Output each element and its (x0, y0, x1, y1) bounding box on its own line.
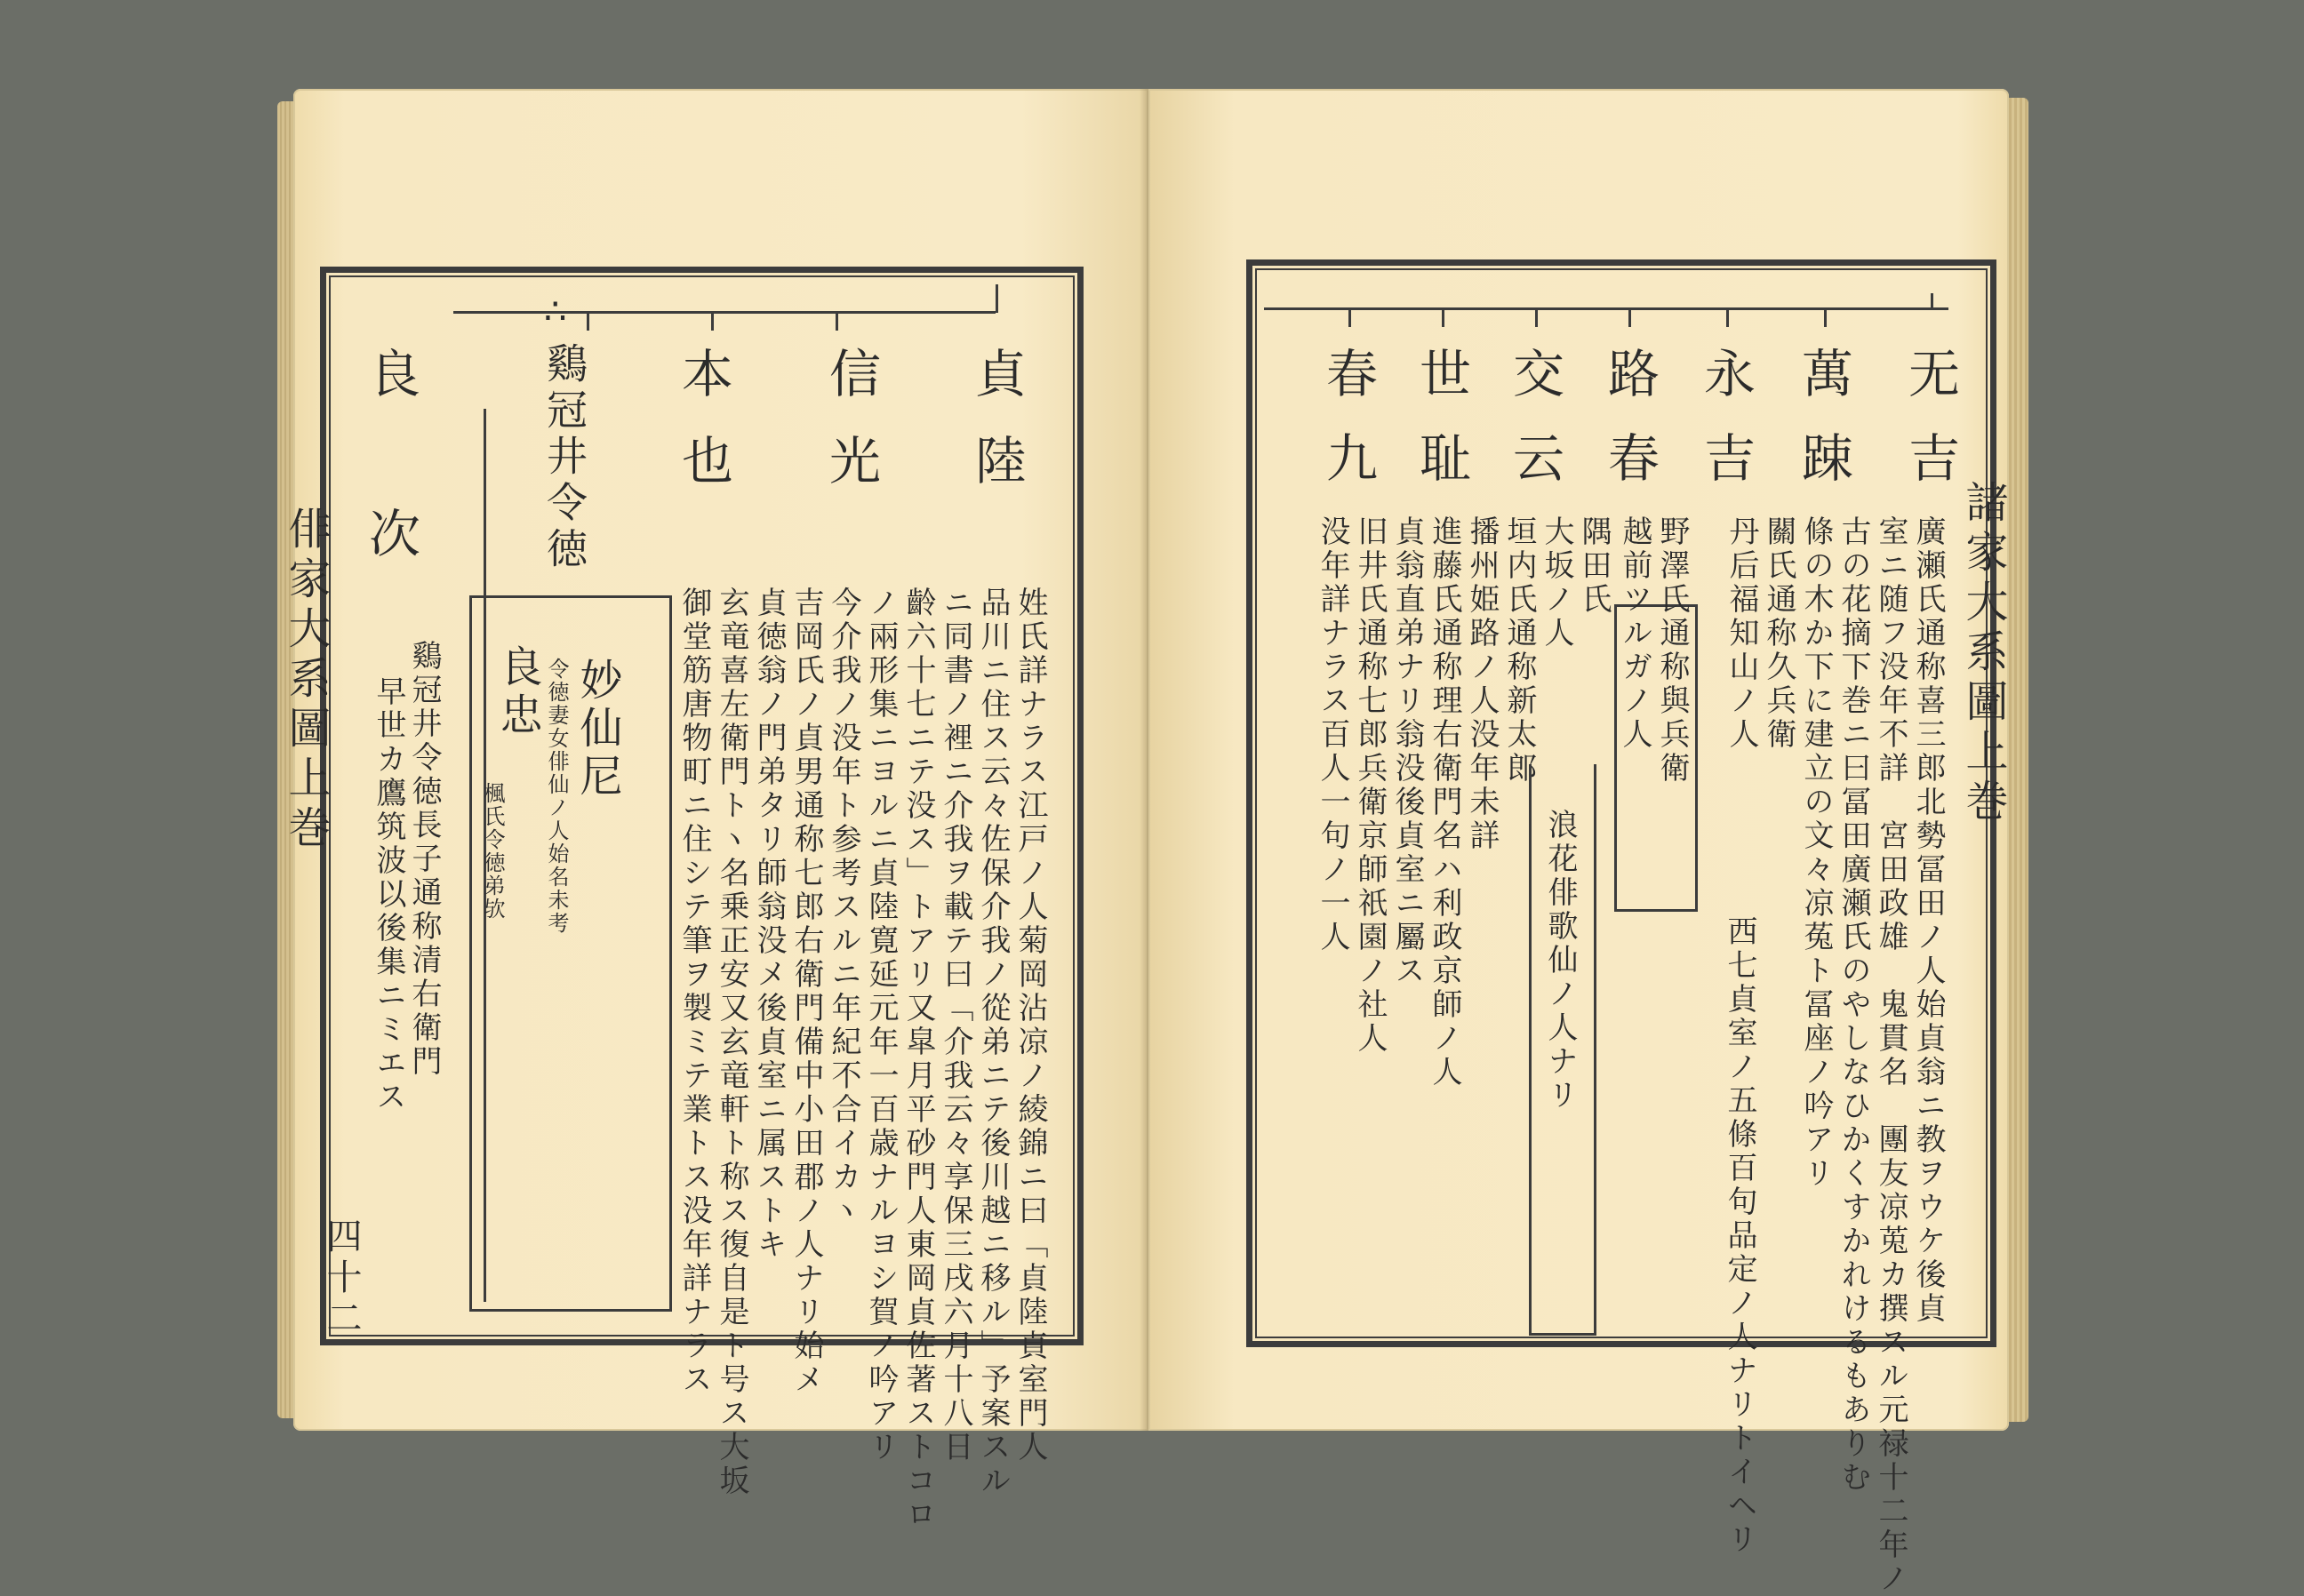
chart-name-tsugu: 次 (360, 507, 420, 592)
lineage-top-line (1264, 307, 1948, 310)
entry-column: ニ同書ノ裡ニ介我ヲ載テ曰「介我云々享保三戌六月十八日 (938, 587, 973, 1464)
lineage-stub (1726, 307, 1729, 327)
top-name: 世 (1411, 347, 1471, 432)
entry-column: ノ兩形集ニヨルニ貞陸寛延元年一百歳ナルヨシ賀ノ吟アリ (863, 587, 899, 1464)
top-name: 永 (1695, 347, 1756, 432)
entry-column: 大坂ノ人 (1539, 515, 1574, 650)
second-name: 春 (1599, 431, 1660, 516)
entry-column: 室ニ随フ没年不詳 宮田政雄 鬼貫名 團友凉莵カ撰スル元禄十二年ノ (1873, 515, 1908, 1596)
lineage-stub (1931, 293, 1933, 309)
folio-number: 四十二 (321, 1217, 362, 1340)
left-page (281, 89, 1148, 1532)
heir-entry: 早世カ鷹筑波以後集ニミエス (371, 675, 406, 1114)
lineage-stub (587, 311, 589, 331)
entry-column: 隅田氏 (1576, 515, 1612, 617)
entry-column: 古の花摘下巻ニ曰冨田廣瀬氏のやしなひかくすかれけるもありむ (1836, 515, 1871, 1495)
lineage-stub (711, 311, 714, 331)
second-name: 九 (1317, 431, 1378, 516)
entry-column: 旧井氏通称七郎兵衛京師祇園ノ社人 (1352, 515, 1388, 1056)
triple-dot-marker: ∴ (544, 291, 567, 332)
sub-note-ryochu: 楓氏令徳弟欤 (480, 782, 505, 921)
second-name: 耻 (1411, 431, 1471, 516)
lineage-top-line (453, 311, 996, 314)
top-name: 无 (1900, 347, 1960, 432)
entry-column: 垣内氏通称新太郎 (1501, 515, 1537, 786)
entry-column: 貞徳翁ノ門弟タリ師翁没メ後貞室ニ属ストキ (751, 587, 787, 1262)
page-edge-right (2009, 98, 2028, 1422)
second-name: 吉 (1900, 431, 1960, 516)
entry-column: 播州姫路ノ人没年未詳 (1464, 515, 1500, 853)
open-book (281, 89, 2009, 1596)
entry-column: 丹后福知山ノ人 (1724, 515, 1759, 752)
sub-name-myosen: 妙仙尼 (572, 658, 622, 802)
entry-column: 越前ツルガノ人 (1617, 515, 1652, 752)
entry-column: 品川ニ住ス云々佐保介我ノ從弟ニテ後川越ニ移ル」予案スル (975, 587, 1011, 1498)
entry-column: 今介我ノ没年ト参考スルニ年紀不合イカヽ (826, 587, 861, 1228)
right-margin-title: 諸家大系圖上巻 (1958, 480, 2008, 828)
entry-column: 没年詳ナラス百人一句ノ一人 (1315, 515, 1350, 954)
entry-column: 野澤氏通称與兵衛 (1654, 515, 1690, 786)
chart-name-ryo: 良 (360, 347, 420, 432)
entry-column: 關氏通称久兵衛 (1761, 515, 1796, 752)
left-margin-title: 俳家大系圖上巻 (281, 507, 331, 855)
chart-name-ko: 光 (820, 434, 881, 519)
second-name: 踈 (1793, 431, 1853, 516)
lineage-stub (836, 311, 838, 331)
entry-column: 御堂筋唐物町ニ住シテ筆ヲ製ミテ業トス没年詳ナラス (676, 587, 712, 1397)
entry-column: 貞翁直弟ナリ翁没後貞室ニ屬ス (1389, 515, 1425, 988)
second-name: 吉 (1695, 431, 1756, 516)
lineage-stub (1824, 307, 1827, 327)
entry-column: 玄竜喜左衛門トヽ名乗正安又玄竜軒ト称ス復自是ト号ス大坂 (714, 587, 749, 1498)
lineage-stub (1442, 307, 1444, 327)
top-name: 路 (1599, 347, 1660, 432)
entry-column: 條の木か下に建立の文々凉菟ト冨座ノ吟アリ (1798, 515, 1834, 1191)
lineage-stub (1348, 307, 1351, 327)
chart-name-ya: 也 (673, 434, 733, 519)
top-name: 萬 (1793, 347, 1853, 432)
heir-entry: 鷄冠井令徳長子通称清右衛門 (406, 640, 442, 1079)
lineage-stub (996, 284, 998, 313)
entry-column: 姓氏詳ナラス江戸ノ人菊岡沾凉ノ綾錦ニ曰「貞陸貞室門人 (1012, 587, 1048, 1464)
chart-name-shin: 信 (820, 347, 881, 432)
sub-note-myosen: 令徳妻女俳仙ノ人始名未考 (544, 658, 569, 935)
entry-column: 齡六十七ニテ没ス」トアリ又皐月平砂門人東岡貞佐著ストコロ (900, 587, 936, 1532)
sub-name-ryochu: 良忠 (492, 644, 542, 740)
header-note: 鷄冠井令徳 (540, 342, 588, 573)
top-name: 交 (1504, 347, 1564, 432)
chart-name-hon: 本 (673, 347, 733, 432)
chart-name-tei: 貞 (966, 347, 1027, 432)
boxed-note-naniwa: 浪花俳歌仙ノ人ナリ (1542, 809, 1578, 1113)
entry-column: 吉岡氏ノ貞男通称七郎右衛門備中小田郡ノ人ナリ始メ (788, 587, 824, 1397)
lineage-stub (1628, 307, 1631, 327)
chart-name-riku: 陸 (966, 434, 1027, 519)
entry-column: 進藤氏通称理右衛門名ハ利政京師ノ人 (1427, 515, 1462, 1089)
second-name: 云 (1504, 431, 1564, 516)
lineage-stub (1535, 307, 1538, 327)
top-name: 春 (1317, 347, 1378, 432)
right-page (1148, 89, 2009, 1596)
entry-column: 廣瀬氏通称喜三郎北勢冨田ノ人始貞翁ニ教ヲウケ後貞 (1910, 515, 1946, 1326)
boxed-note-nishi: 西七貞室ノ五條百句品定ノ人ナリトイヘリ (1722, 915, 1757, 1557)
